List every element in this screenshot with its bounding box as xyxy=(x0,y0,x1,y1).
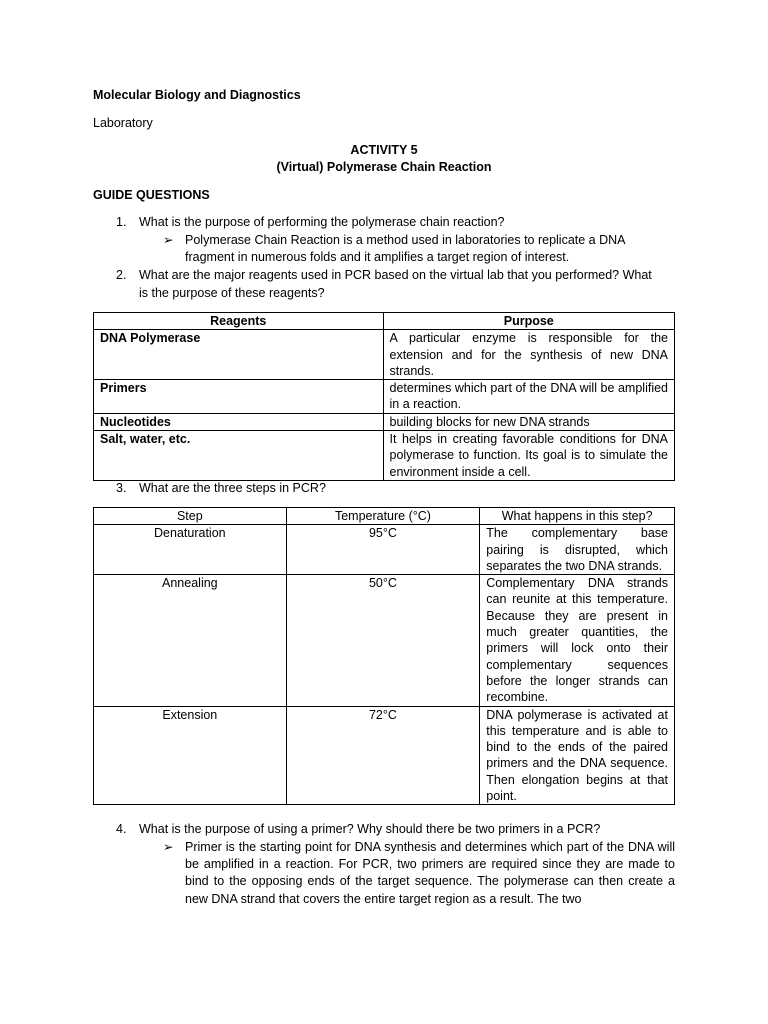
table-row xyxy=(94,380,675,414)
step-name: Annealing xyxy=(94,575,287,706)
reagent-name: Salt, water, etc. xyxy=(94,431,384,481)
reagent-purpose: building blocks for new DNA strands xyxy=(383,413,675,430)
question-text: What are the three steps in PCR? xyxy=(139,481,326,495)
table-row xyxy=(94,706,675,805)
step-description: The complementary base pairing is disrupted, which separates the two DNA strands. xyxy=(480,525,675,575)
section-heading: GUIDE QUESTIONS xyxy=(93,188,210,202)
bullet-arrow-icon: ➢ xyxy=(163,233,174,247)
reagent-purpose: determines which part of the DNA will be amplified in a reaction. xyxy=(383,380,675,414)
column-header: Purpose xyxy=(383,313,675,330)
question-number: 3. xyxy=(116,481,127,495)
reagent-name: Nucleotides xyxy=(94,413,384,430)
bullet-arrow-icon: ➢ xyxy=(163,840,174,854)
table-row xyxy=(94,525,675,575)
reagent-purpose: A particular enzyme is responsible for the extension and for the synthesis of new DNA strands. xyxy=(383,330,675,380)
pcr-steps-table xyxy=(93,507,675,805)
reagent-name: Primers xyxy=(94,380,384,414)
table-row xyxy=(94,330,675,380)
table-row xyxy=(94,413,675,430)
course-subtitle: Laboratory xyxy=(93,116,153,130)
question-text: What is the purpose of performing the polymerase chain reaction? xyxy=(139,215,505,229)
answer-text: Polymerase Chain Reaction is a method used in laboratories to replicate a DNA xyxy=(185,233,626,247)
question-text: What is the purpose of using a primer? Why should there be two primers in a PCR? xyxy=(139,822,601,836)
question-text: What are the major reagents used in PCR based on the virtual lab that you performed? What xyxy=(139,268,652,282)
activity-number: ACTIVITY 5 xyxy=(350,143,418,157)
column-header: Step xyxy=(94,508,287,525)
column-header: Reagents xyxy=(94,313,384,330)
course-title: Molecular Biology and Diagnostics xyxy=(93,88,301,102)
question-number: 1. xyxy=(116,215,127,229)
step-temperature: 50°C xyxy=(286,575,480,706)
answer-text: Primer is the starting point for DNA synthesis and determines which part of the DNA will be amplified in a reaction. For PCR, two primers are required since they are made to bind to the opposing ends of the target sequence. The polymerase can then create a new DNA strand that covers the entire target region as a result. The two xyxy=(185,840,675,906)
step-description: Complementary DNA strands can reunite at this temperature. Because they are present in much greater quantities, the primers will lock onto their complementary sequences before the longer strands can recombine. xyxy=(480,575,675,706)
answer-text: fragment in numerous folds and it amplifies a target region of interest. xyxy=(185,250,570,264)
table-header-row xyxy=(94,508,675,525)
table-row xyxy=(94,575,675,706)
question-number: 4. xyxy=(116,822,127,836)
reagents-table xyxy=(93,312,675,481)
reagent-name: DNA Polymerase xyxy=(94,330,384,380)
column-header: What happens in this step? xyxy=(480,508,675,525)
step-name: Extension xyxy=(94,706,287,805)
step-name: Denaturation xyxy=(94,525,287,575)
question-text: is the purpose of these reagents? xyxy=(139,286,325,300)
step-description: DNA polymerase is activated at this temperature and is able to bind to the ends of the paired primers and the DNA sequence. Then elongation begins at that point. xyxy=(480,706,675,805)
question-number: 2. xyxy=(116,268,127,282)
column-header: Temperature (°C) xyxy=(286,508,480,525)
activity-title: (Virtual) Polymerase Chain Reaction xyxy=(276,160,492,174)
reagent-purpose: It helps in creating favorable conditions for DNA polymerase to function. Its goal is to simulate the environment inside a cell. xyxy=(383,431,675,481)
step-temperature: 72°C xyxy=(286,706,480,805)
table-row xyxy=(94,431,675,481)
step-temperature: 95°C xyxy=(286,525,480,575)
table-header-row xyxy=(94,313,675,330)
